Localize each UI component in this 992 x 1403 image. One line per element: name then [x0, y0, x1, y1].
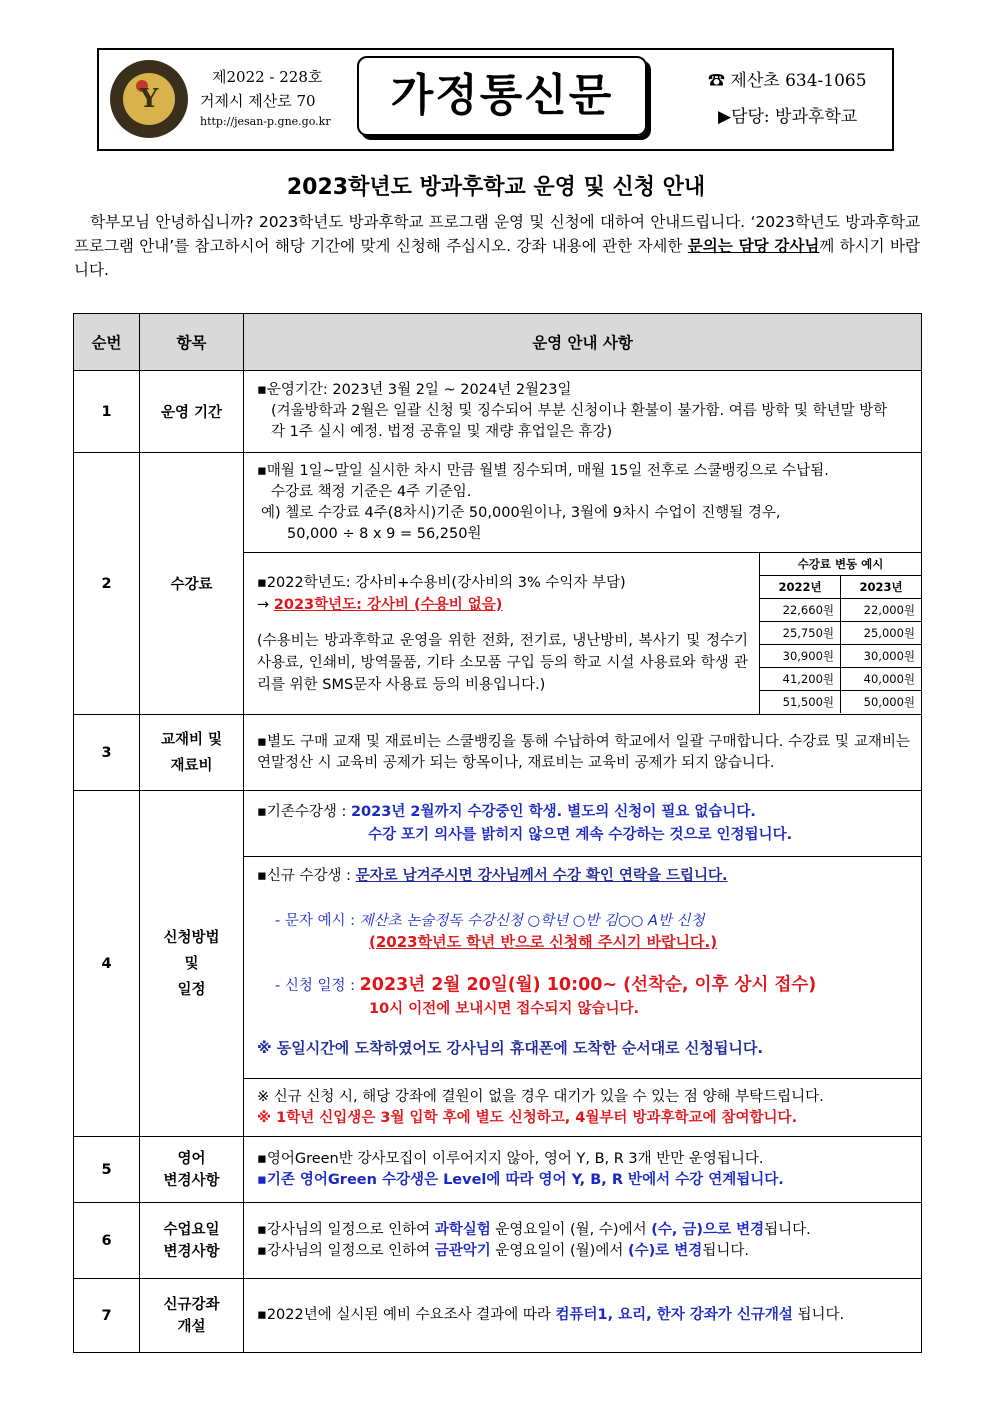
schedule-change-text: 됩니다. — [764, 1221, 811, 1238]
period-note: (겨울방학과 2월은 일괄 신청 및 징수되어 부분 신청이나 환불이 불가함. 여름 방학 및 학년말 방학 각 1주 실시 예정. 법정 공휴일 및 재량 휴업일은 휴강) — [271, 403, 888, 440]
row-item-line: 변경사항 — [163, 1243, 220, 1260]
header-number: 순번 — [74, 314, 140, 371]
intro-emphasis: 문의는 담당 강사님 — [687, 237, 820, 255]
fee-note: (수용비는 방과후학교 운영을 위한 전화, 전기료, 냉난방비, 복사기 및 정수기 사용료, 인쇄비, 방역물품, 기타 소모품 구입 등의 학교 시설 사용료와 학생 관리를 위한 SMS문자 사용료 등의 비용입니다.) — [257, 632, 748, 693]
table-row — [74, 791, 922, 857]
school-address: 거제시 제산로 70 — [200, 92, 316, 110]
example-note: (2023학년도 학년 반으로 신청해 주시기 바랍니다.) — [369, 933, 718, 951]
row-item-line: 교재비 및 — [160, 731, 223, 748]
table-header-row — [74, 314, 922, 371]
header-details: 운영 안내 사항 — [244, 314, 922, 371]
row-item-line: 재료비 — [170, 757, 213, 774]
english-change-1: ▪영어Green반 강사모집이 이루어지지 않아, 영어 Y, B, R 3개 반만 운영됩니다. — [257, 1150, 764, 1167]
table-row — [74, 453, 922, 553]
new-courses: 컴퓨터1, 요리, 한자 강좌가 신규개설 — [555, 1307, 793, 1323]
row-item — [140, 791, 244, 1137]
row-details — [244, 1279, 922, 1353]
fee-cell: 40,000원 — [841, 668, 922, 691]
row-item — [140, 1137, 244, 1203]
row-item-line: 영어 — [177, 1150, 206, 1167]
row-details — [244, 715, 922, 791]
intro-text-1: 학부모님 안녕하십니까? 2023학년도 방과후학교 프로그램 운영 및 신청에 대하여 안내드립니다. ‘2023학년도 방과후학교 프로그램 안내’를 참고하시어 해당 기간에 맞게 신청해 주십시오. 강좌 내용에 관한 자세한 — [74, 213, 920, 255]
fee-table-col-2023: 2023년 — [841, 576, 922, 599]
row-number: 5 — [74, 1137, 140, 1203]
example-label: - 문자 예시 : — [275, 913, 360, 929]
row-number: 1 — [74, 371, 140, 453]
row-item-line: 수업요일 — [163, 1221, 220, 1238]
intro-text-2: 께 하시기 바랍니다. — [74, 237, 920, 279]
new-courses-text: 됩니다. — [792, 1307, 845, 1323]
row-item-line: 개설 — [177, 1318, 206, 1335]
period-line: ▪운영기간: 2023년 3월 2일 ~ 2024년 2월23일 — [257, 382, 572, 398]
row-details — [244, 1137, 922, 1203]
table-row — [74, 371, 922, 453]
row-item-line: 신청방법 — [163, 929, 220, 946]
row-number: 2 — [74, 453, 140, 715]
row-details — [244, 1203, 922, 1279]
document-title: 2023학년도 방과후학교 운영 및 신청 안내 — [286, 175, 706, 200]
issue-number: 제2022 - 228호 — [212, 68, 323, 86]
fee-table-col-2022: 2022년 — [760, 576, 841, 599]
same-time-note: ※ 동일시간에 도착하였어도 강사님의 휴대폰에 도착한 순서대로 신청됩니다. — [257, 1039, 764, 1057]
new-courses-text: ▪2022년에 실시된 예비 수요조사 결과에 따라 — [257, 1307, 556, 1323]
fee-example: 예) 첼로 수강료 4주(8차시)기준 50,000원이나, 3월에 9차시 수업이 진행될 경우, — [261, 504, 781, 521]
fee-line-2: 수강료 책정 기준은 4주 기준임. — [271, 483, 472, 500]
arrow-icon: → — [257, 596, 274, 613]
fee-cell: 30,900원 — [760, 645, 841, 668]
existing-text-2: 수강 포기 의사를 밝히지 않으면 계속 수강하는 것으로 인정됩니다. — [368, 826, 793, 843]
table-row — [74, 1279, 922, 1353]
logo-mark: Y — [139, 84, 159, 114]
fee-cell: 22,000원 — [841, 599, 922, 622]
schedule-note: 10시 이전에 보내시면 접수되지 않습니다. — [369, 1001, 639, 1017]
first-grade-note: ※ 1학년 신입생은 3월 입학 후에 별도 신청하고, 4월부터 방과후학교에 참여합니다. — [257, 1109, 798, 1126]
row-number: 3 — [74, 715, 140, 791]
fee-cell: 25,000원 — [841, 622, 922, 645]
fee-table-title: 수강료 변동 예시 — [760, 553, 921, 576]
row-item: 운영 기간 — [140, 371, 244, 453]
header-item: 항목 — [140, 314, 244, 371]
row-item-line: 변경사항 — [163, 1172, 220, 1189]
schedule-change-text: ▪강사님의 일정으로 인하여 — [257, 1221, 435, 1238]
fee-billing-details — [244, 453, 922, 553]
example-text: 제산초 논술정독 수강신청 ○학년 ○반 김○○ A반 신청 — [359, 913, 705, 929]
waitlist-note: ※ 신규 신청 시, 해당 강좌에 결원이 없을 경우 대기가 있을 수 있는 점 양해 부탁드립니다. — [257, 1088, 824, 1105]
row-item: 수강료 — [140, 453, 244, 715]
intro-paragraph — [74, 210, 920, 282]
new-text: 문자로 남겨주시면 강사님께서 수강 확인 연락을 드립니다. — [355, 868, 728, 884]
row-item — [140, 1203, 244, 1279]
science-class: 과학실험 — [434, 1221, 491, 1238]
table-row — [74, 1137, 922, 1203]
new-students — [244, 857, 922, 1079]
schedule-change-text: 됩니다. — [702, 1242, 749, 1259]
newsletter-title: 가정통신문 — [390, 70, 614, 121]
fee-cell: 25,750원 — [760, 622, 841, 645]
fee-cell: 22,660원 — [760, 599, 841, 622]
schedule-change-text: 운영요일이 (월, 수)에서 — [490, 1221, 652, 1238]
contact-department: ▶담당: 방과후학교 — [718, 107, 858, 127]
row-item-line: 신규강좌 — [163, 1296, 220, 1313]
row-details — [244, 371, 922, 453]
fee-cell: 51,500원 — [760, 691, 841, 714]
row-number: 4 — [74, 791, 140, 1137]
fee-cell: 50,000원 — [841, 691, 922, 714]
fee-change-details — [244, 553, 760, 715]
fee-2023: 2023학년도: 강사비 (수용비 없음) — [273, 596, 503, 613]
fee-formula: 50,000 ÷ 8 x 9 = 56,250원 — [287, 525, 482, 542]
schedule-change-text: ▪강사님의 일정으로 인하여 — [257, 1242, 435, 1259]
application-notes — [244, 1079, 922, 1137]
science-new-days: (수, 금)으로 변경 — [651, 1221, 765, 1238]
row-item-line: 일정 — [177, 981, 206, 998]
row-number: 6 — [74, 1203, 140, 1279]
info-table — [73, 313, 922, 1353]
existing-students — [244, 791, 922, 857]
fee-example-table — [760, 553, 921, 713]
school-phone: ☎ 제산초 634-1065 — [708, 71, 867, 91]
row-item — [140, 1279, 244, 1353]
fee-line-1: ▪매월 1일~말일 실시한 차시 만큼 월별 징수되며, 매월 15일 전후로 스쿨뱅킹으로 수납됨. — [257, 462, 829, 479]
existing-label: ▪기존수강생 : — [257, 803, 351, 820]
schedule-text: 2023년 2월 20일(월) 10:00~ (선착순, 이후 상시 접수) — [359, 975, 817, 995]
table-row — [74, 715, 922, 791]
english-change-2: ▪기존 영어Green 수강생은 Level에 따라 영어 Y, B, R 반에서 수강 연계됩니다. — [257, 1171, 784, 1188]
table-row — [74, 1203, 922, 1279]
brass-class: 금관악기 — [434, 1242, 491, 1259]
existing-text-1: 2023년 2월까지 수강중인 학생. 별도의 신청이 필요 없습니다. — [350, 803, 756, 820]
school-url[interactable]: http://jesan-p.gne.go.kr — [200, 115, 331, 128]
schedule-label: - 신청 일정 : — [275, 978, 360, 994]
row-number: 7 — [74, 1279, 140, 1353]
materials-text: ▪별도 구매 교재 및 재료비는 스쿨뱅킹을 통해 수납하여 학교에서 일괄 구매합니다. 수강료 및 교재비는 연말정산 시 교육비 공제가 되는 항목이나, 재료비는 교육비 공제가 되지 않습니다. — [257, 733, 911, 771]
fee-example-cell — [760, 553, 922, 715]
fee-2022: ▪2022학년도: 강사비+수용비(강사비의 3% 수익자 부담) — [257, 574, 626, 591]
fee-cell: 41,200원 — [760, 668, 841, 691]
schedule-change-text: 운영요일이 (월)에서 — [490, 1242, 628, 1259]
fee-cell: 30,000원 — [841, 645, 922, 668]
new-label: ▪신규 수강생 : — [257, 868, 356, 884]
brass-new-days: (수)로 변경 — [627, 1242, 703, 1259]
row-item-line: 및 — [184, 955, 199, 972]
row-item — [140, 715, 244, 791]
